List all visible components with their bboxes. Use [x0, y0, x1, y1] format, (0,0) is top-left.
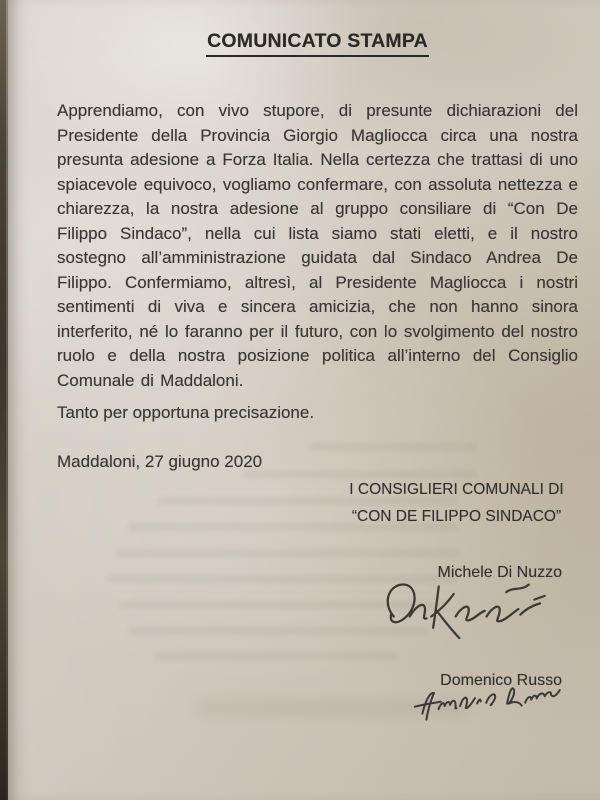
photo-background-edge [0, 0, 8, 800]
signatories-heading-line1: I CONSIGLIERI COMUNALI DI [349, 481, 564, 498]
body-paragraph: Apprendiamo, con vivo stupore, di presunte dichiarazioni del Presidente della Provincia Giorgio Magliocca circa una nostra presunta adesione a Forza Italia. Nella certezza che trattasi di uno spiacevole equivoco, vogliamo confermare, con assoluta nettezza e chiarezza, la nostra adesione al gruppo consiliare di “Con De Filippo Sindaco”, nella cui lista siamo stati eletti, e il nostro sostegno all’amministrazione guidata dal Sindaco Andrea De Filippo. Confermiamo, altresì, al Presidente Magliocca i nostri sentimenti di viva e sincera amicizia, che non hanno sinora interferito, né lo faranno per il futuro, con lo svolgimento del nostro ruolo e della nostra posizione politica all’interno del Consiglio Comunale di Maddaloni. [57, 101, 578, 390]
press-release-title: COMUNICATO STAMPA [206, 30, 429, 57]
michele-di-nuzzo-signature-ink [376, 579, 554, 639]
domenico-russo-signature-ink [404, 679, 571, 726]
signatory-name-1: Michele Di Nuzzo [437, 564, 562, 581]
signatory-name-2: Domenico Russo [440, 672, 562, 689]
document-content [57, 0, 578, 721]
signatories-heading-line2: “CON DE FILIPPO SINDACO” [351, 508, 562, 525]
title-row [57, 30, 578, 57]
closing-line: Tanto per opportuna precisazione. [57, 403, 315, 422]
signatories-heading [349, 476, 564, 530]
dateline: Maddaloni, 27 giugno 2020 [57, 451, 263, 471]
